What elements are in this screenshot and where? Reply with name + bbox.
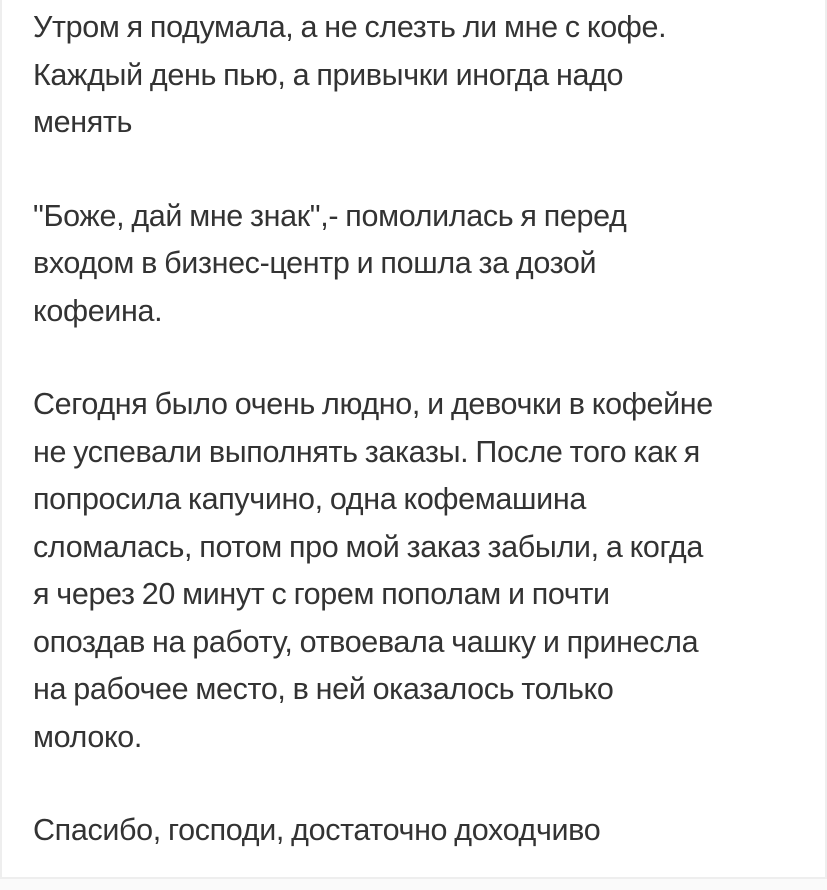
- post-paragraph-1: Утром я подумала, а не слезть ли мне с кофе. Каждый день пью, а привычки иногда надо менять: [33, 10, 667, 139]
- post-paragraph-4: Спасибо, господи, достаточно доходчиво: [33, 813, 601, 847]
- card-bottom-divider: [0, 877, 827, 890]
- post-body: [33, 4, 803, 855]
- post-paragraph-2: "Боже, дай мне знак",- помолилась я перед входом в бизнес-центр и пошла за дозой кофеина.: [33, 198, 627, 328]
- post-paragraph-3: Сегодня было очень людно, и девочки в кофейне не успевали выполнять заказы. После того как я попросила капучино, одна кофемашина сломалась, потом про мой заказ забыли, а когда я через 20 минут с горем пополам и почти опоздав на работу, отвоевала чашку и принесла на рабочее место, в ней оказалось только молоко.: [33, 387, 713, 754]
- card-left-border: [0, 0, 2, 890]
